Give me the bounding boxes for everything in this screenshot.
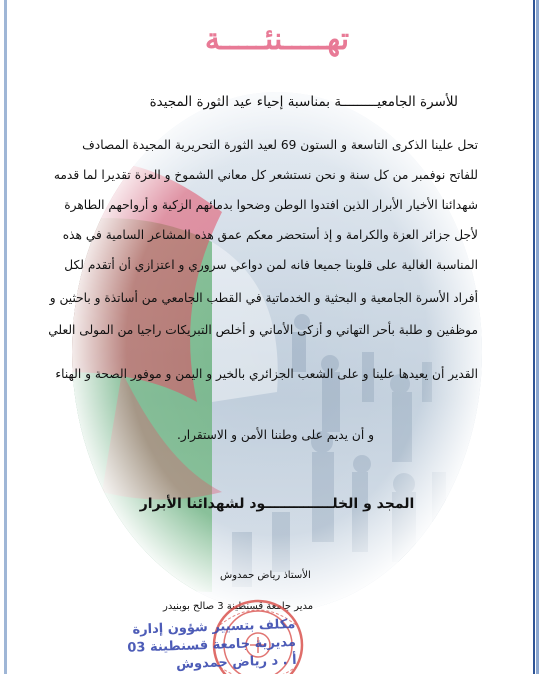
document-title: تهـــــنئـــــة: [204, 22, 350, 57]
document-subtitle: للأسرة الجامعيـــــــــة بمناسبة إحياء عيد الثورة المجيدة: [149, 94, 458, 110]
stamp-line: مكلف بتسيير شؤون إدارة: [132, 616, 296, 638]
body-line: القدير أن يعيدها علينا و على الشعب الجزائري بالخير و اليمن و موفور الصحة و الهناء: [55, 367, 478, 381]
flag-watermark-image: [62, 72, 492, 617]
page-border-right: [533, 0, 539, 674]
body-line: و أن يديم على وطننا الأمن و الاستقرار.: [176, 428, 374, 442]
body-line: تحل علينا الذكرى التاسعة و الستون 69 لعيد الثورة التحريرية المجيدة المصادف: [82, 138, 478, 152]
page-border-left: [4, 0, 7, 674]
stamp-line: مديرية جامعة قسنطينة 03: [127, 634, 297, 656]
signatory-title: مدير جامعة قسنطينة 3 صالح بوبنيدر: [163, 601, 314, 612]
body-line: للفاتح نوفمبر من كل سنة و نحن نستشعر كل معاني الشموخ و العزة تقديرا لما قدمه: [53, 168, 478, 182]
stamp-line: أ . د رياض حمدوش: [175, 652, 297, 673]
body-line: المناسبة الغالية على قلوبنا جميعا فانه لمن دواعي سروري و اعتزازي أن أتقدم لكل: [64, 258, 478, 272]
body-line: لأجل جزائر العزة والكرامة و إذ أستحضر معكم عمق هذه المشاعر السامية في هذه: [62, 228, 478, 242]
body-line: أفراد الأسرة الجامعية و البحثية و الخدماتية في القطب الجامعي من أساتذة و باحثين و: [49, 291, 478, 305]
body-line: موظفين و طلبة بأحر التهاني و أزكى الأماني و أخلص التبريكات راجيا من المولى العلي: [48, 323, 478, 337]
signatory-name: الأستاذ رياض حمدوش: [220, 570, 311, 581]
closing-salutation: المجد و الخلــــــــــــــود لشهدائنا الأبرار: [139, 496, 415, 512]
administrative-stamp: [127, 616, 297, 674]
body-line: شهدائنا الأخيار الأبرار الذين افتدوا الوطن وضحوا بدمائهم الزكية و أرواحهم الطاهرة: [64, 198, 478, 212]
